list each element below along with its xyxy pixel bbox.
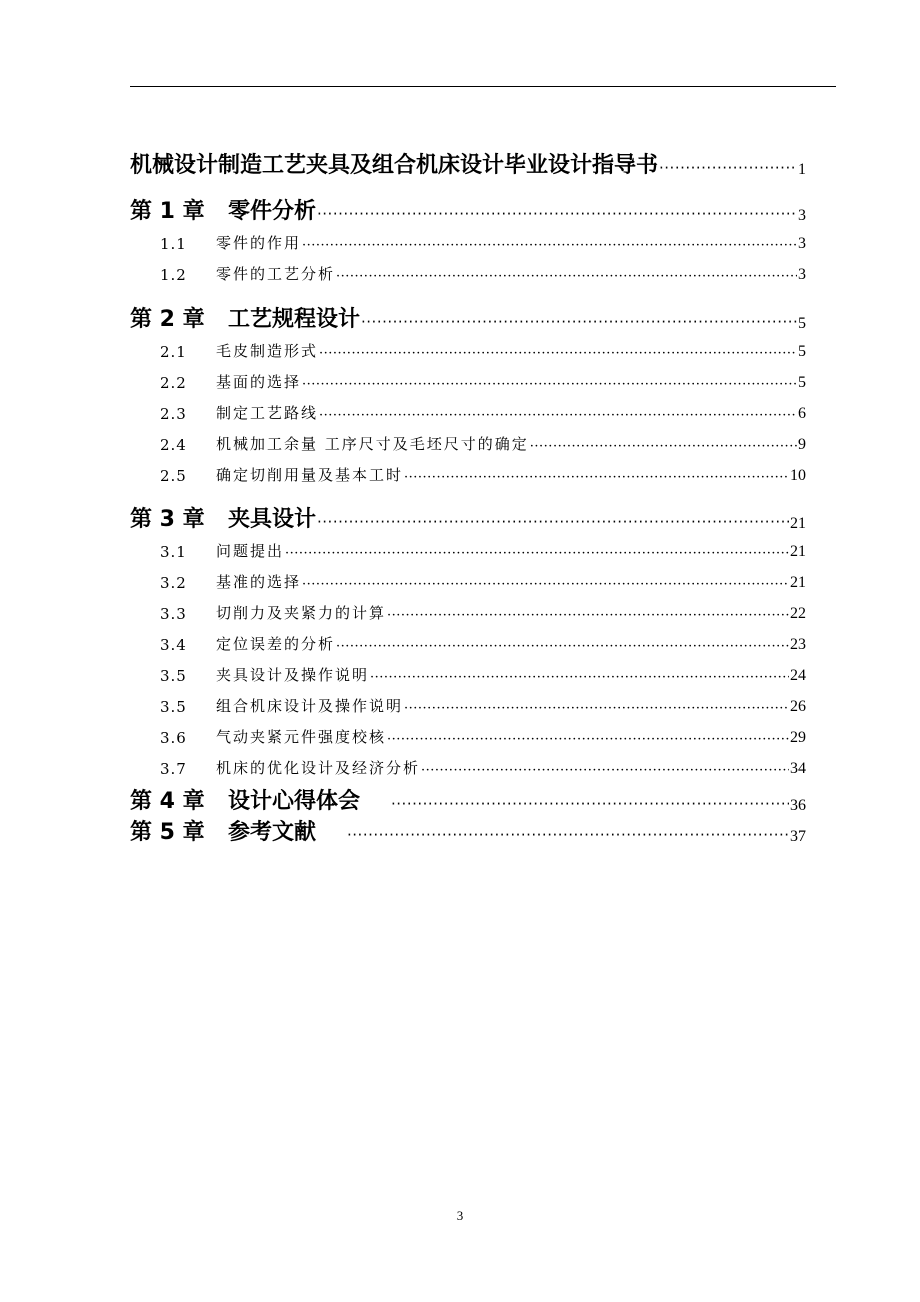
- section-number: 3.7: [160, 760, 187, 778]
- leader-dots: [387, 608, 789, 623]
- chapter-number: 第 2 章: [130, 307, 205, 332]
- leader-dots: [317, 511, 789, 533]
- toc-page-number: 37: [790, 828, 806, 845]
- toc-section-3-5a[interactable]: [130, 664, 806, 685]
- toc-page-number: 24: [790, 667, 806, 684]
- section-number: 2.1: [160, 343, 187, 361]
- section-number: 2.4: [160, 436, 187, 454]
- toc-page-number: 22: [790, 605, 806, 622]
- section-number: 3.1: [160, 543, 187, 561]
- toc-page-number: 34: [790, 760, 806, 777]
- section-title: 零件的作用: [216, 234, 302, 252]
- section-title: 机械加工余量 工序尺寸及毛坯尺寸的确定: [216, 435, 529, 453]
- toc-chapter-3[interactable]: [130, 502, 806, 533]
- toc-section-1-2[interactable]: [130, 263, 806, 284]
- leader-dots: [302, 377, 797, 392]
- section-title: 机床的优化设计及经济分析: [216, 759, 421, 777]
- leader-dots: [659, 157, 797, 179]
- section-title: 定位误差的分析: [216, 635, 336, 653]
- section-title: 确定切削用量及基本工时: [216, 466, 404, 484]
- toc-entry-title[interactable]: [130, 148, 806, 179]
- toc-page-number: 3: [798, 235, 806, 252]
- leader-dots: [370, 670, 789, 685]
- section-number: 3.6: [160, 729, 187, 747]
- section-title: 夹具设计及操作说明: [216, 666, 370, 684]
- section-title: 问题提出: [216, 542, 285, 560]
- leader-dots: [530, 439, 797, 454]
- section-title: 气动夹紧元件强度校核: [216, 728, 387, 746]
- section-title: 基准的选择: [216, 573, 302, 591]
- section-number: 1.1: [160, 235, 187, 253]
- toc-section-1-1[interactable]: [130, 232, 806, 253]
- toc-page-number: 5: [798, 343, 806, 360]
- section-title: 毛皮制造形式: [216, 342, 319, 360]
- toc-page-number: 21: [790, 543, 806, 560]
- chapter-title: 设计心得体会: [228, 789, 361, 814]
- leader-dots: [317, 203, 797, 225]
- section-title: 基面的选择: [216, 373, 302, 391]
- section-number: 3.5: [160, 667, 187, 685]
- toc-page-number: 21: [790, 574, 806, 591]
- toc-chapter-1[interactable]: [130, 194, 806, 225]
- section-number: 3.2: [160, 574, 187, 592]
- leader-dots: [361, 311, 797, 333]
- leader-dots: [302, 238, 797, 253]
- leader-dots: [404, 701, 789, 716]
- toc-section-2-2[interactable]: [130, 371, 806, 392]
- toc-section-3-5b[interactable]: [130, 695, 806, 716]
- toc-section-3-3[interactable]: [130, 602, 806, 623]
- leader-dots: [319, 408, 797, 423]
- leader-dots: [347, 824, 789, 846]
- chapter-number: 第 5 章: [130, 820, 205, 845]
- toc-section-2-4[interactable]: [130, 433, 806, 454]
- toc-chapter-5[interactable]: [130, 815, 806, 846]
- section-number: 3.5: [160, 698, 187, 716]
- leader-dots: [404, 470, 789, 485]
- toc-section-3-6[interactable]: [130, 726, 806, 747]
- toc-page-number: 5: [798, 315, 806, 332]
- section-title: 组合机床设计及操作说明: [216, 697, 404, 715]
- chapter-title: 夹具设计: [228, 507, 317, 532]
- toc-page-number: 26: [790, 698, 806, 715]
- toc-page-number: 6: [798, 405, 806, 422]
- leader-dots: [336, 269, 797, 284]
- toc-page-number: 23: [790, 636, 806, 653]
- section-number: 2.2: [160, 374, 187, 392]
- chapter-title: 参考文献: [228, 820, 317, 845]
- toc-section-3-2[interactable]: [130, 571, 806, 592]
- toc-section-3-7[interactable]: [130, 757, 806, 778]
- toc-page-number: 5: [798, 374, 806, 391]
- chapter-number: 第 4 章: [130, 789, 205, 814]
- toc-section-2-1[interactable]: [130, 340, 806, 361]
- toc-section-2-5[interactable]: [130, 464, 806, 485]
- toc-chapter-4[interactable]: [130, 784, 806, 815]
- section-number: 2.5: [160, 467, 187, 485]
- toc-page-number: 9: [798, 436, 806, 453]
- toc-section-2-3[interactable]: [130, 402, 806, 423]
- leader-dots: [302, 577, 789, 592]
- leader-dots: [285, 546, 789, 561]
- leader-dots: [336, 639, 789, 654]
- footer-page-number: 3: [456, 1208, 464, 1223]
- section-title: 制定工艺路线: [216, 404, 319, 422]
- leader-dots: [421, 763, 789, 778]
- toc-title-label: 机械设计制造工艺夹具及组合机床设计毕业设计指导书: [130, 153, 659, 178]
- section-number: 3.4: [160, 636, 187, 654]
- toc-page-number: 21: [790, 515, 806, 532]
- toc-page-number: 29: [790, 729, 806, 746]
- leader-dots: [319, 346, 797, 361]
- section-number: 3.3: [160, 605, 187, 623]
- chapter-number: 第 3 章: [130, 507, 205, 532]
- section-number: 2.3: [160, 405, 187, 423]
- toc-page-number: 10: [790, 467, 806, 484]
- toc-section-3-4[interactable]: [130, 633, 806, 654]
- toc-page-number: 3: [798, 207, 806, 224]
- toc-page-number: 3: [798, 266, 806, 283]
- toc-page-number: 1: [798, 161, 806, 178]
- chapter-number: 第 1 章: [130, 199, 205, 224]
- toc-section-3-1[interactable]: [130, 540, 806, 561]
- section-number: 1.2: [160, 266, 187, 284]
- chapter-title: 工艺规程设计: [228, 307, 361, 332]
- section-title: 切削力及夹紧力的计算: [216, 604, 387, 622]
- toc-page-number: 36: [790, 797, 806, 814]
- header-rule: [130, 86, 836, 87]
- leader-dots: [391, 793, 789, 815]
- leader-dots: [387, 732, 789, 747]
- toc-chapter-2[interactable]: [130, 302, 806, 333]
- section-title: 零件的工艺分析: [216, 265, 336, 283]
- chapter-title: 零件分析: [228, 199, 317, 224]
